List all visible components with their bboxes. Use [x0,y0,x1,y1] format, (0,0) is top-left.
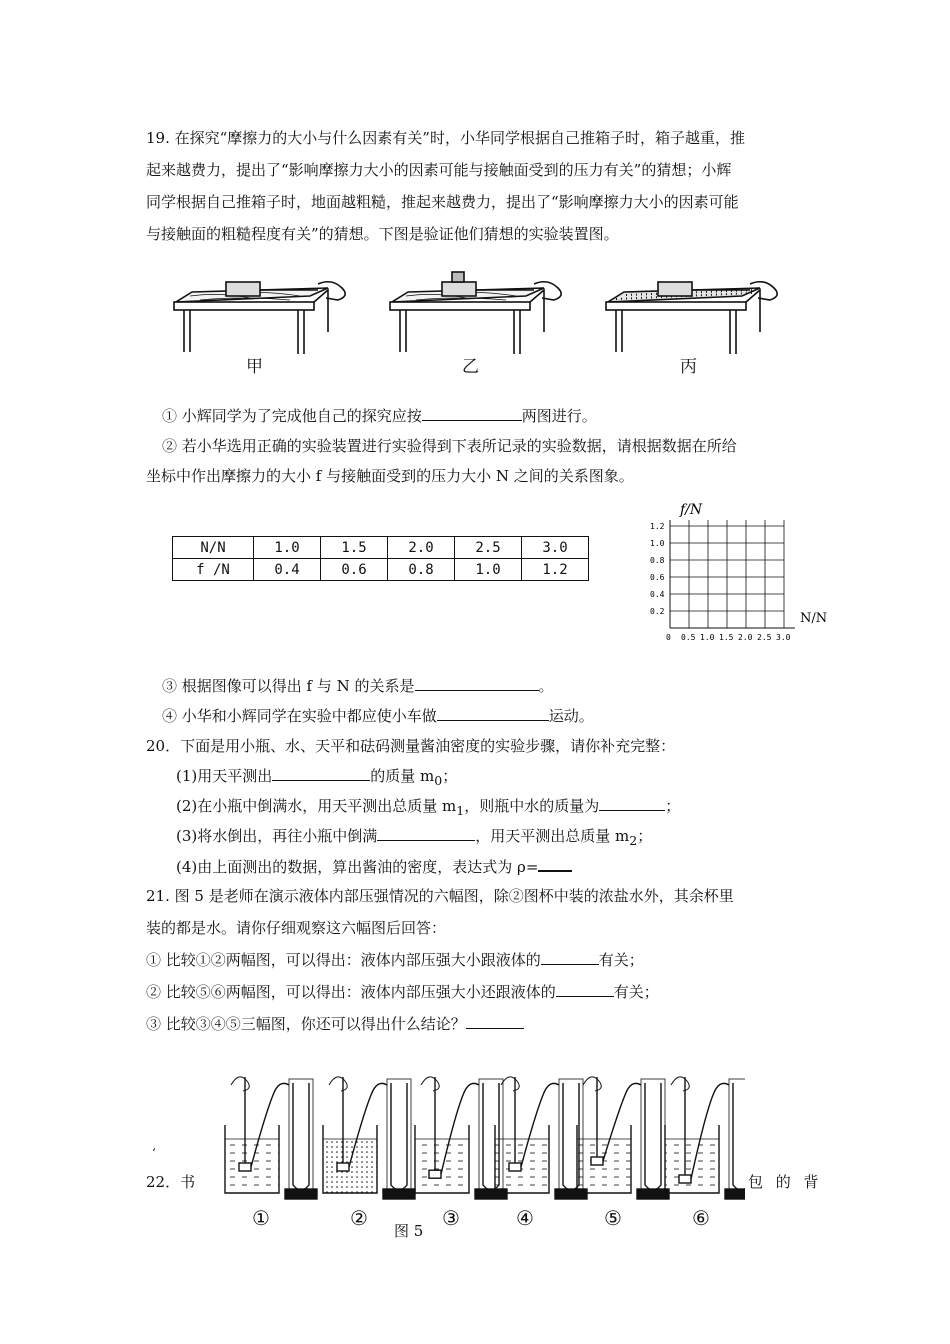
table-cell: 3.0 [522,537,589,559]
q21-compare-2-tail: 有关； [613,983,659,1001]
x-tick-label: 3.0 [776,633,791,642]
f-n-coordinate-grid[interactable] [640,498,840,648]
q21-compare-3-blank[interactable] [466,1014,524,1029]
q20-step1-tail: ； [442,767,458,785]
q21-compare-1-text: ① 比较①②两幅图，可以得出：液体内部压强大小跟液体的 [146,951,541,969]
friction-data-table [172,536,589,581]
q20-step3-blank[interactable] [377,826,475,841]
stray-mark: ‘ [152,1146,156,1160]
pressure-apparatus [415,1077,507,1199]
figure-number-6: ⑥ [692,1206,710,1230]
q19-line-3: 同学根据自己推箱子时，地面越粗糙，推起来越费力，提出了“影响摩擦力大小的因素可能 [146,193,739,211]
table-cell: 0.6 [321,559,388,581]
q21-compare-3-text: ③ 比较③④⑤三幅图，你还可以得出什么结论？ [146,1015,466,1033]
q21-compare-2 [146,982,659,1002]
apparatus-jia [174,282,345,354]
q20-step2-tail: ； [665,797,681,815]
x-tick-label: 2.5 [757,633,772,642]
figure-number-3: ③ [442,1206,460,1230]
q19-sub2-line2: 坐标中作出摩擦力的大小 f 与接触面受到的压力大小 N 之间的关系图象。 [146,467,634,485]
q19-line-4: 与接触面的粗糙程度有关”的猜想。下图是验证他们猜想的实验装置图。 [146,225,619,243]
figure-number-5: ⑤ [604,1206,622,1230]
q19-line-1: 19. 在探究“摩擦力的大小与什么因素有关”时，小华同学根据自己推箱子时，箱子越重，推 [146,129,745,147]
pressure-apparatus [225,1077,317,1199]
table-cell: 1.0 [455,559,522,581]
q20-step3-tail: ； [637,827,653,845]
q21-compare-3 [146,1014,524,1034]
y-axis-label: f/N [680,502,703,518]
table-cell: 1.0 [254,537,321,559]
table-cell: N/N [173,537,254,559]
table-cell: 2.5 [455,537,522,559]
q20-step3-text: (3)将水倒出，再往小瓶中倒满 [176,827,378,845]
q20-step4-text: (4)由上面测出的数据，算出酱油的密度，表达式为 ρ= [176,858,539,876]
figure-number-4: ④ [516,1206,534,1230]
q19-sub3 [162,676,554,696]
q19-sub4-text: ④ 小华和小辉同学在实验中都应使小车做 [162,707,437,725]
table-cell: f /N [173,559,254,581]
y-tick-label: 0.2 [650,607,665,616]
pressure-apparatus [495,1077,587,1199]
table-cell: 0.4 [254,559,321,581]
pressure-figures [205,1045,745,1205]
q21-compare-1 [146,950,644,970]
figure-5-caption: 图 5 [394,1222,424,1240]
figure-number-2: ② [350,1206,368,1230]
q20-step2 [176,796,680,821]
q20-step2-text: (2)在小瓶中倒满水，用天平测出总质量 m [176,797,457,815]
q20-step2-sub: 1 [456,803,465,818]
figure-label-yi: 乙 [462,357,479,377]
origin-label: 0 [666,633,671,642]
q21-compare-1-blank[interactable] [541,950,599,965]
q19-sub1-blank[interactable] [422,406,522,421]
q20-step1-sub: 0 [434,773,443,788]
q22-right: 包 的 背 [748,1173,823,1191]
table-cell: 1.5 [321,537,388,559]
q20-step2-blank[interactable] [599,796,665,811]
q22-left: 22．书 [146,1173,196,1191]
pressure-apparatus [323,1077,415,1199]
q20-step1-blank[interactable] [272,766,370,781]
pressure-apparatus [577,1077,669,1199]
q20-step2-mid: ，则瓶中水的质量为 [464,797,600,815]
q19-sub3-blank[interactable] [415,676,539,691]
x-tick-label: 1.5 [719,633,734,642]
q20-step1-text: (1)用天平测出 [176,767,273,785]
q21-line-1: 21. 图 5 是老师在演示液体内部压强情况的六幅图，除②图杯中装的浓盐水外，其余杯里 [146,887,734,905]
q19-sub4 [162,706,594,726]
q20-step3-sub: 2 [629,833,638,848]
apparatus-yi [390,272,561,354]
y-tick-label: 1.2 [650,522,665,531]
table-row-friction [173,559,589,581]
x-tick-label: 1.0 [700,633,715,642]
q21-compare-2-text: ② 比较⑤⑥两幅图，可以得出：液体内部压强大小还跟液体的 [146,983,556,1001]
q21-compare-1-tail: 有关； [598,951,644,969]
figure-label-bing: 丙 [680,357,697,377]
x-tick-label: 2.0 [738,633,753,642]
table-row-normal-force [173,537,589,559]
q21-compare-2-blank[interactable] [556,982,614,997]
table-cell: 0.8 [388,559,455,581]
q19-sub2-line1: ② 若小华选用正确的实验装置进行实验得到下表所记录的实验数据，请根据数据在所给 [162,437,737,455]
q20-intro: 20．下面是用小瓶、水、天平和砝码测量酱油密度的实验步骤，请你补充完整： [146,737,676,755]
x-axis-label: N/N [800,611,828,626]
q20-step3-mid: ，用天平测出总质量 m [475,827,630,845]
table-cell: 1.2 [522,559,589,581]
q20-step4 [176,856,572,877]
q19-sub4-tail: 运动。 [548,707,594,725]
q19-sub1-text: ① 小辉同学为了完成他自己的探究应按 [162,407,422,425]
apparatus-bing [606,282,777,354]
q20-step3 [176,826,652,851]
y-tick-label: 1.0 [650,539,665,548]
x-tick-label: 0.5 [681,633,696,642]
q19-sub1-tail: 两图进行。 [521,407,597,425]
y-tick-label: 0.8 [650,556,665,565]
q19-sub3-text: ③ 根据图像可以得出 f 与 N 的关系是 [162,677,415,695]
q19-sub4-blank[interactable] [437,706,549,721]
q19-line-2: 起来越费力，提出了“影响摩擦力大小的因素可能与接触面受到的压力有关”的猜想；小辉 [146,161,732,179]
pressure-apparatus [665,1077,745,1199]
q20-step4-blank[interactable] [538,856,572,872]
q19-sub1 [162,406,597,426]
q21-line-2: 装的都是水。请你仔细观察这六幅图后回答： [146,919,447,937]
figure-number-1: ① [252,1206,270,1230]
q20-step1 [176,766,457,791]
y-tick-label: 0.6 [650,573,665,582]
y-tick-label: 0.4 [650,590,665,599]
figure-label-jia: 甲 [246,357,263,377]
table-cell: 2.0 [388,537,455,559]
q19-sub3-tail: 。 [538,677,554,695]
friction-apparatus-figures [170,262,810,377]
q20-step1-mid: 的质量 m [370,767,435,785]
